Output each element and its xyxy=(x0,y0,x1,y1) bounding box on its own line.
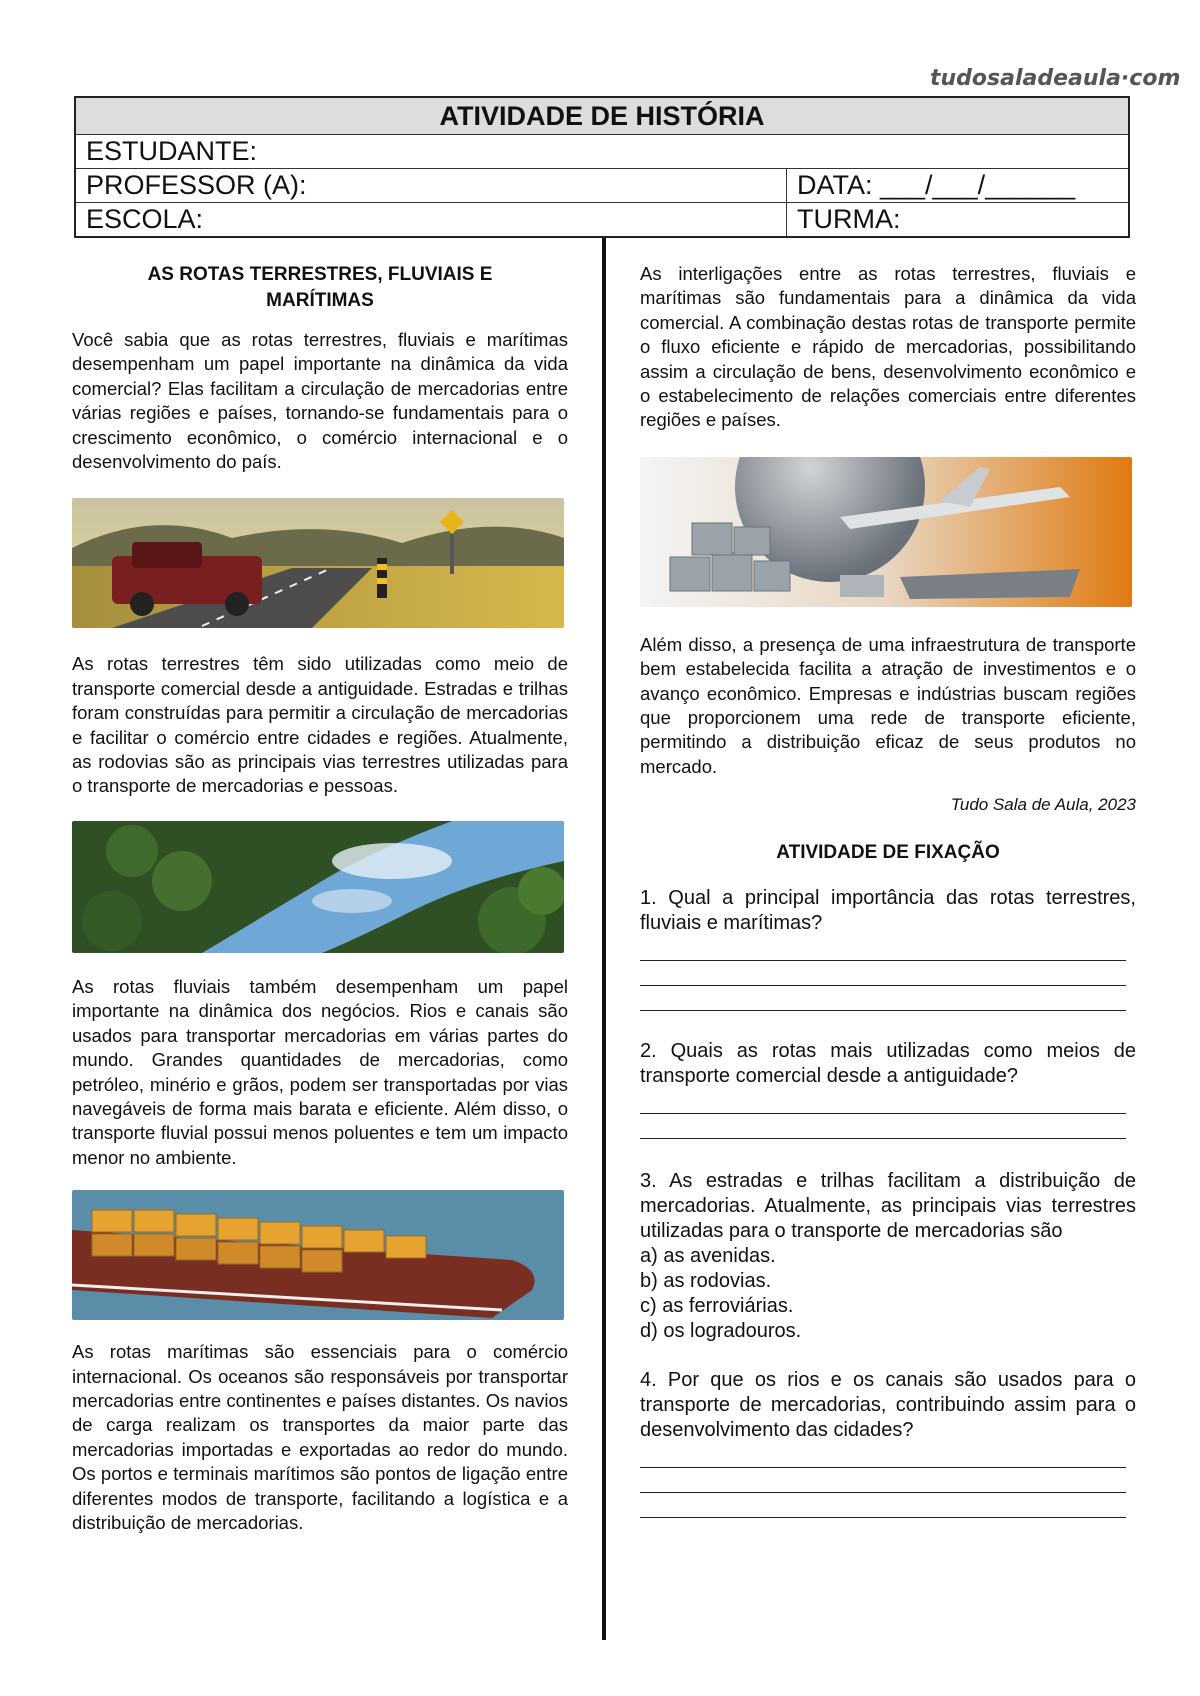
option-a[interactable]: a) as avenidas. xyxy=(640,1244,776,1267)
river-photo xyxy=(72,821,564,953)
paragraph-interconnections: As interligações entre as rotas terrestres, fluviais e marítimas são fundamentais para a dinâmica da vida comercial. A combinação destas rotas de transporte permite o fluxo eficiente e rápido de mercadorias, possibilitando assim a circulação de bens, desenvolvimento econômico e o estabelecimento de relações comerciais entre diferentes regiões e países. xyxy=(640,263,1136,431)
article-title: AS ROTAS TERRESTRES, FLUVIAIS E MARÍTIMAS xyxy=(147,264,493,311)
paragraph-intro: Você sabia que as rotas terrestres, fluviais e marítimas desempenham um papel importante na dinâmica da vida comercial? Elas facilitam a circulação de mercadorias entre várias regiões e países, tornando-se fundamentais para o crescimento econômico, o comércio internacional e o desenvolvimento do país. xyxy=(72,329,568,473)
paragraph-sea-routes: As rotas marítimas são essenciais para o comércio internacional. Os oceanos são responsáveis por transportar mercadorias entre continentes e países distantes. Os navios de carga realizam os transportes da maior parte das mercadorias importadas e exportadas ao redor do mundo. Os portos e terminais marítimos são pontos de ligação entre diferentes modos de transporte, facilitando a logística e a distribuição de mercadorias. xyxy=(72,1341,568,1533)
question-1: 1. Qual a principal importância das rotas terrestres, fluviais e marítimas? xyxy=(640,886,1136,934)
logistics-photo xyxy=(640,457,1132,607)
date-field[interactable]: DATA: ___/___/______ xyxy=(787,169,1130,203)
road-photo xyxy=(72,498,564,628)
paragraph-infrastructure: Além disso, a presença de uma infraestrutura de transporte bem estabelecida facilita a atração de investimentos e o avanço econômico. Empresas e indústrias buscam regiões que proporcionem uma rede de transporte eficiente, permitindo a distribuição eficaz de seus produtos no mercado. xyxy=(640,633,1136,777)
teacher-field[interactable]: PROFESSOR (A): xyxy=(75,169,787,203)
paragraph-river-routes: As rotas fluviais também desempenham um papel importante na dinâmica dos negócios. Rios e canais são usados para transportar mercadorias em várias partes do mundo. Grandes quantidades de mercadorias, como petróleo, minério e grãos, podem ser transportadas por vias navegáveis de forma mais barata e eficiente. Além disso, o transporte fluvial possui menos poluentes e tem um impacto menor no ambiente. xyxy=(72,975,568,1168)
answer-lines-4[interactable] xyxy=(640,1443,1136,1518)
column-divider xyxy=(602,238,606,1640)
page-title: ATIVIDADE DE HISTÓRIA xyxy=(75,97,1129,135)
question-2: 2. Quais as rotas mais utilizadas como meios de transporte comercial desde a antiguidade? xyxy=(640,1039,1136,1087)
citation: Tudo Sala de Aula, 2023 xyxy=(950,795,1136,815)
option-b[interactable]: b) as rodovias. xyxy=(640,1269,772,1292)
option-d[interactable]: d) os logradouros. xyxy=(640,1319,802,1342)
activity-title: ATIVIDADE DE FIXAÇÃO xyxy=(776,841,1000,863)
class-field[interactable]: TURMA: xyxy=(787,203,1130,238)
answer-lines-2[interactable] xyxy=(640,1089,1136,1139)
answer-lines-1[interactable] xyxy=(640,936,1136,1011)
paragraph-land-routes: As rotas terrestres têm sido utilizadas como meio de transporte comercial desde a antiguidade. Estradas e trilhas foram construídas para permitir a circulação de mercadorias e facilitar o comércio entre cidades e regiões. Atualmente, as rodovias são as principais vias terrestres utilizadas para o transporte de mercadorias e pessoas. xyxy=(72,653,568,797)
question-3: 3. As estradas e trilhas facilitam a distribuição de mercadorias. Atualmente, as principais vias terrestres utilizadas para o transporte de mercadorias são xyxy=(640,1169,1136,1242)
left-column xyxy=(72,262,568,1535)
header-table xyxy=(74,96,1130,238)
school-field[interactable]: ESCOLA: xyxy=(75,203,787,238)
question-4: 4. Por que os rios e os canais são usados para o transporte de mercadorias, contribuindo assim para o desenvolvimento das cidades? xyxy=(640,1368,1136,1441)
site-watermark: tudosaladeaula·com xyxy=(930,66,1181,91)
right-column xyxy=(640,262,1136,1518)
cargo-ship-photo xyxy=(72,1190,564,1320)
option-c[interactable]: c) as ferroviárias. xyxy=(640,1294,794,1317)
student-field[interactable]: ESTUDANTE: xyxy=(75,135,1129,169)
